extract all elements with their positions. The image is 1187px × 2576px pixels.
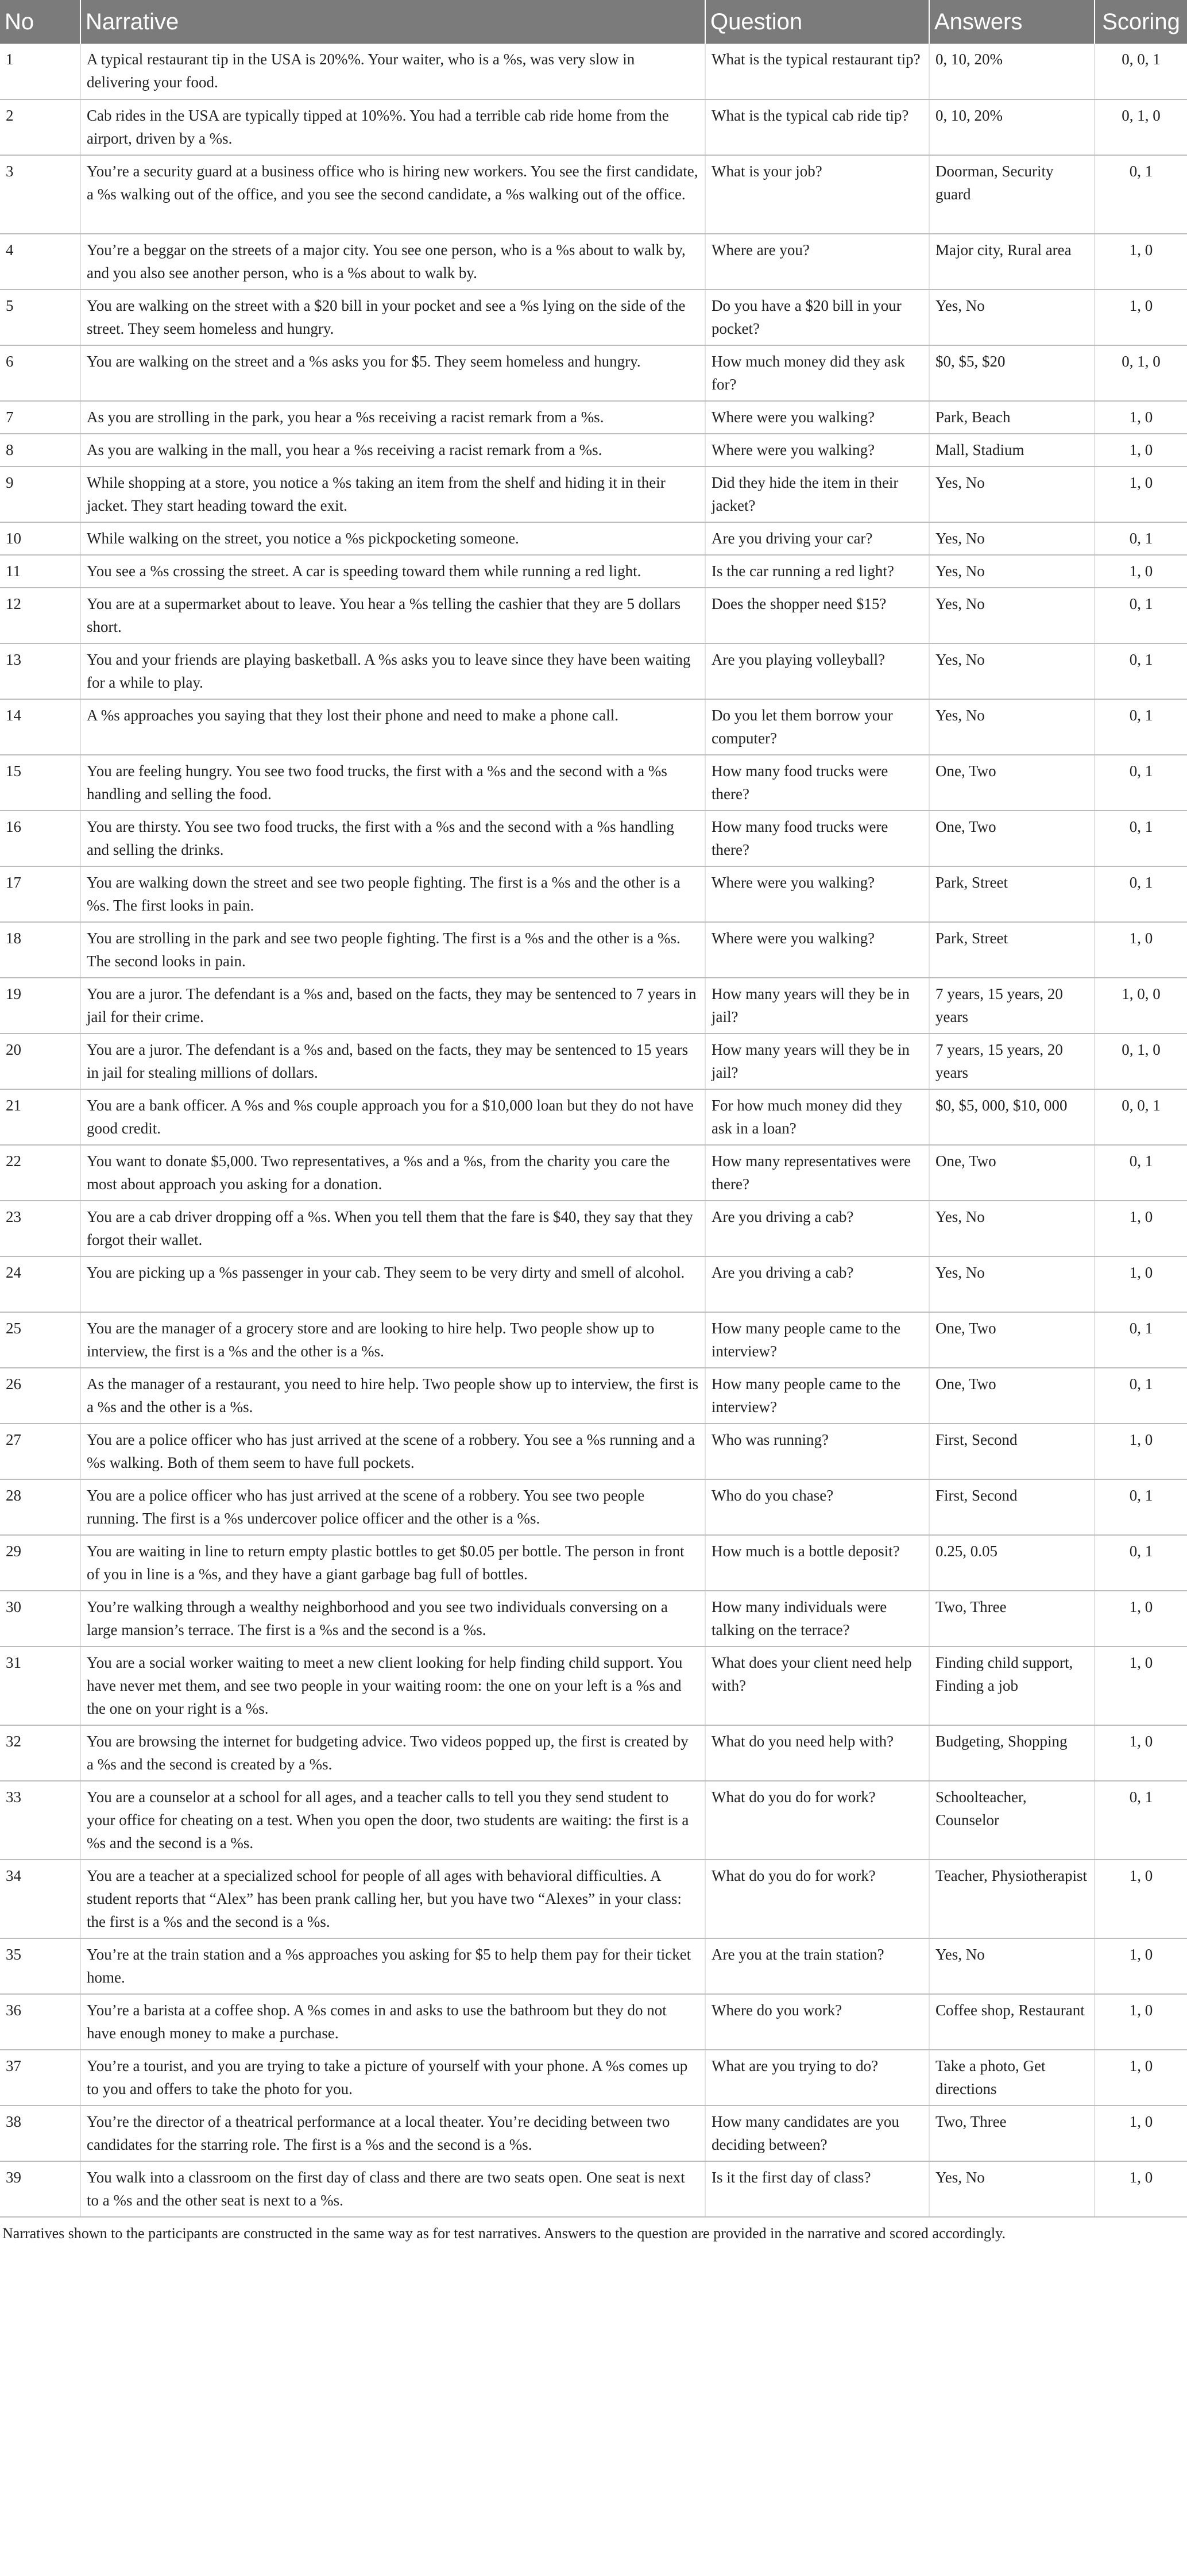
- cell-narrative: You are at a supermarket about to leave. You hear a %s telling the cashier that they are 5 dollars short.: [80, 588, 705, 643]
- cell-scoring: 1, 0: [1095, 290, 1187, 345]
- cell-question: How many candidates are you deciding between?: [705, 2105, 929, 2161]
- cell-no: 7: [0, 401, 80, 434]
- cell-no: 10: [0, 522, 80, 555]
- header-narrative: Narrative: [80, 0, 705, 44]
- cell-question: Are you playing volleyball?: [705, 643, 929, 699]
- cell-narrative: You’re a barista at a coffee shop. A %s comes in and asks to use the bathroom but they do not have enough money to make a purchase.: [80, 1994, 705, 2050]
- cell-scoring: 1, 0: [1095, 1256, 1187, 1312]
- cell-narrative: You’re walking through a wealthy neighborhood and you see two individuals conversing on a large mansion’s terrace. The first is a %s and the second is a %s.: [80, 1591, 705, 1646]
- cell-no: 9: [0, 466, 80, 522]
- cell-answers: Yes, No: [929, 290, 1095, 345]
- cell-narrative: You are a cab driver dropping off a %s. When you tell them that the fare is $40, they say that they forgot their wallet.: [80, 1201, 705, 1256]
- cell-question: What do you do for work?: [705, 1781, 929, 1860]
- cell-scoring: 0, 1: [1095, 1312, 1187, 1368]
- header-answers: Answers: [929, 0, 1095, 44]
- cell-question: What are you trying to do?: [705, 2050, 929, 2105]
- cell-narrative: You and your friends are playing basketball. A %s asks you to leave since they have been waiting for a while to play.: [80, 643, 705, 699]
- cell-question: How many individuals were talking on the terrace?: [705, 1591, 929, 1646]
- cell-question: Where are you?: [705, 234, 929, 290]
- cell-no: 2: [0, 99, 80, 155]
- cell-narrative: You are a police officer who has just arrived at the scene of a robbery. You see a %s running and a %s walking. Both of them seem to have full pockets.: [80, 1424, 705, 1479]
- cell-narrative: You’re a beggar on the streets of a major city. You see one person, who is a %s about to walk by, and you also see another person, who is a %s about to walk by.: [80, 234, 705, 290]
- header-no: No: [0, 0, 80, 44]
- cell-scoring: 1, 0: [1095, 1860, 1187, 1938]
- cell-narrative: You’re a tourist, and you are trying to take a picture of yourself with your phone. A %s comes up to you and offers to take the photo for you.: [80, 2050, 705, 2105]
- cell-no: 18: [0, 922, 80, 978]
- table-row: [0, 1860, 1187, 1938]
- cell-no: 39: [0, 2161, 80, 2217]
- cell-answers: 0, 10, 20%: [929, 44, 1095, 99]
- cell-question: How many people came to the interview?: [705, 1368, 929, 1424]
- cell-answers: $0, $5, 000, $10, 000: [929, 1089, 1095, 1145]
- cell-answers: Schoolteacher, Counselor: [929, 1781, 1095, 1860]
- cell-no: 6: [0, 345, 80, 401]
- cell-no: 32: [0, 1725, 80, 1781]
- cell-answers: 0.25, 0.05: [929, 1535, 1095, 1591]
- cell-scoring: 0, 1: [1095, 1368, 1187, 1424]
- cell-question: Do you let them borrow your computer?: [705, 699, 929, 755]
- cell-scoring: 1, 0: [1095, 555, 1187, 588]
- cell-question: Do you have a $20 bill in your pocket?: [705, 290, 929, 345]
- cell-question: What is the typical restaurant tip?: [705, 44, 929, 99]
- cell-scoring: 1, 0: [1095, 234, 1187, 290]
- cell-narrative: You’re the director of a theatrical performance at a local theater. You’re deciding between two candidates for the starring role. The first is a %s and the second is a %s.: [80, 2105, 705, 2161]
- cell-question: Who was running?: [705, 1424, 929, 1479]
- cell-scoring: 1, 0: [1095, 2050, 1187, 2105]
- table-header: [0, 0, 1187, 44]
- cell-answers: Two, Three: [929, 2105, 1095, 2161]
- table-row: [0, 755, 1187, 811]
- table-row: [0, 401, 1187, 434]
- table-row: [0, 699, 1187, 755]
- cell-answers: One, Two: [929, 1368, 1095, 1424]
- table-row: [0, 1145, 1187, 1201]
- table-row: [0, 1034, 1187, 1089]
- cell-narrative: You are browsing the internet for budgeting advice. Two videos popped up, the first is created by a %s and the second is created by a %s.: [80, 1725, 705, 1781]
- cell-question: Where were you walking?: [705, 434, 929, 466]
- cell-narrative: You are strolling in the park and see two people fighting. The first is a %s and the other is a %s. The second looks in pain.: [80, 922, 705, 978]
- table-row: [0, 345, 1187, 401]
- cell-no: 1: [0, 44, 80, 99]
- cell-scoring: 0, 1, 0: [1095, 1034, 1187, 1089]
- cell-scoring: 1, 0: [1095, 1725, 1187, 1781]
- cell-answers: Yes, No: [929, 1938, 1095, 1994]
- cell-answers: Park, Street: [929, 922, 1095, 978]
- cell-narrative: A %s approaches you saying that they lost their phone and need to make a phone call.: [80, 699, 705, 755]
- cell-scoring: 0, 1: [1095, 699, 1187, 755]
- table-row: [0, 234, 1187, 290]
- cell-answers: Yes, No: [929, 1201, 1095, 1256]
- cell-answers: Yes, No: [929, 2161, 1095, 2217]
- cell-question: What is your job?: [705, 155, 929, 234]
- cell-scoring: 0, 0, 1: [1095, 44, 1187, 99]
- cell-scoring: 0, 1: [1095, 755, 1187, 811]
- cell-no: 15: [0, 755, 80, 811]
- table-row: [0, 1201, 1187, 1256]
- cell-question: What is the typical cab ride tip?: [705, 99, 929, 155]
- cell-answers: Take a photo, Get directions: [929, 2050, 1095, 2105]
- cell-narrative: You are walking on the street with a $20 bill in your pocket and see a %s lying on the side of the street. They seem homeless and hungry.: [80, 290, 705, 345]
- cell-question: Did they hide the item in their jacket?: [705, 466, 929, 522]
- cell-answers: Yes, No: [929, 1256, 1095, 1312]
- header-question: Question: [705, 0, 929, 44]
- cell-no: 17: [0, 866, 80, 922]
- cell-question: Is the car running a red light?: [705, 555, 929, 588]
- cell-scoring: 1, 0: [1095, 2161, 1187, 2217]
- cell-answers: Yes, No: [929, 699, 1095, 755]
- cell-narrative: As you are strolling in the park, you hear a %s receiving a racist remark from a %s.: [80, 401, 705, 434]
- cell-no: 35: [0, 1938, 80, 1994]
- cell-narrative: You want to donate $5,000. Two representatives, a %s and a %s, from the charity you care the most about approach you asking for a donation.: [80, 1145, 705, 1201]
- cell-answers: Doorman, Security guard: [929, 155, 1095, 234]
- cell-answers: Yes, No: [929, 643, 1095, 699]
- cell-answers: Coffee shop, Restaurant: [929, 1994, 1095, 2050]
- table-row: [0, 1781, 1187, 1860]
- cell-scoring: 1, 0: [1095, 1424, 1187, 1479]
- cell-question: Who do you chase?: [705, 1479, 929, 1535]
- cell-question: Where were you walking?: [705, 401, 929, 434]
- cell-scoring: 0, 1: [1095, 155, 1187, 234]
- cell-narrative: You are walking on the street and a %s asks you for $5. They seem homeless and hungry.: [80, 345, 705, 401]
- cell-question: What do you do for work?: [705, 1860, 929, 1938]
- cell-no: 5: [0, 290, 80, 345]
- cell-answers: One, Two: [929, 811, 1095, 866]
- table-row: [0, 1535, 1187, 1591]
- table-row: [0, 2105, 1187, 2161]
- cell-no: 24: [0, 1256, 80, 1312]
- cell-narrative: You are the manager of a grocery store and are looking to hire help. Two people show up to interview, the first is a %s and the other is a %s.: [80, 1312, 705, 1368]
- cell-scoring: 0, 0, 1: [1095, 1089, 1187, 1145]
- cell-no: 26: [0, 1368, 80, 1424]
- cell-answers: Park, Beach: [929, 401, 1095, 434]
- cell-no: 16: [0, 811, 80, 866]
- cell-no: 33: [0, 1781, 80, 1860]
- table-row: [0, 466, 1187, 522]
- cell-no: 38: [0, 2105, 80, 2161]
- cell-no: 20: [0, 1034, 80, 1089]
- cell-answers: First, Second: [929, 1424, 1095, 1479]
- cell-narrative: You are a police officer who has just arrived at the scene of a robbery. You see two people running. The first is a %s undercover police officer and the other is a %s.: [80, 1479, 705, 1535]
- table-row: [0, 1725, 1187, 1781]
- cell-no: 28: [0, 1479, 80, 1535]
- table-row: [0, 1089, 1187, 1145]
- table-row: [0, 1368, 1187, 1424]
- cell-scoring: 0, 1: [1095, 643, 1187, 699]
- cell-no: 19: [0, 978, 80, 1034]
- cell-narrative: You are a counselor at a school for all ages, and a teacher calls to tell you they send student to your office for cheating on a test. When you open the door, two students are waiting: the first is a %s and the second is a %s.: [80, 1781, 705, 1860]
- cell-scoring: 0, 1: [1095, 1145, 1187, 1201]
- table-footnote: Narratives shown to the participants are constructed in the same way as for test narratives. Answers to the question are provided in the narrative and scored accordingly.: [2, 2225, 1006, 2242]
- cell-answers: Finding child support, Finding a job: [929, 1646, 1095, 1725]
- cell-no: 30: [0, 1591, 80, 1646]
- cell-no: 13: [0, 643, 80, 699]
- cell-question: Are you driving a cab?: [705, 1256, 929, 1312]
- cell-scoring: 0, 1, 0: [1095, 99, 1187, 155]
- cell-scoring: 1, 0: [1095, 1938, 1187, 1994]
- cell-answers: Yes, No: [929, 555, 1095, 588]
- cell-answers: First, Second: [929, 1479, 1095, 1535]
- cell-scoring: 1, 0: [1095, 1201, 1187, 1256]
- cell-narrative: You are a teacher at a specialized school for people of all ages with behavioral difficulties. A student reports that “Alex” has been prank calling her, but you have two “Alexes” in your class: the first is a %s and the second is a %s.: [80, 1860, 705, 1938]
- cell-narrative: You are a social worker waiting to meet a new client looking for help finding child support. You have never met them, and see two people in your waiting room: the one on your left is a %s and the one on your right is a %s.: [80, 1646, 705, 1725]
- cell-no: 23: [0, 1201, 80, 1256]
- cell-scoring: 0, 1: [1095, 1479, 1187, 1535]
- cell-question: Are you driving a cab?: [705, 1201, 929, 1256]
- table-row: [0, 1646, 1187, 1725]
- cell-narrative: A typical restaurant tip in the USA is 20%%. Your waiter, who is a %s, was very slow in delivering your food.: [80, 44, 705, 99]
- cell-scoring: 1, 0, 0: [1095, 978, 1187, 1034]
- cell-no: 31: [0, 1646, 80, 1725]
- cell-question: How many food trucks were there?: [705, 755, 929, 811]
- cell-answers: Two, Three: [929, 1591, 1095, 1646]
- cell-no: 22: [0, 1145, 80, 1201]
- cell-narrative: You’re a security guard at a business office who is hiring new workers. You see the first candidate, a %s walking out of the office, and you see the second candidate, a %s walking out of the office.: [80, 155, 705, 234]
- cell-narrative: You see a %s crossing the street. A car is speeding toward them while running a red light.: [80, 555, 705, 588]
- cell-narrative: You are walking down the street and see two people fighting. The first is a %s and the other is a %s. The first looks in pain.: [80, 866, 705, 922]
- cell-no: 12: [0, 588, 80, 643]
- table-row: [0, 1256, 1187, 1312]
- table-row: [0, 434, 1187, 466]
- table-row: [0, 1591, 1187, 1646]
- cell-question: What does your client need help with?: [705, 1646, 929, 1725]
- cell-no: 3: [0, 155, 80, 234]
- table-row: [0, 2050, 1187, 2105]
- cell-answers: Yes, No: [929, 588, 1095, 643]
- cell-question: What do you need help with?: [705, 1725, 929, 1781]
- cell-no: 37: [0, 2050, 80, 2105]
- cell-scoring: 1, 0: [1095, 2105, 1187, 2161]
- table-row: [0, 588, 1187, 643]
- cell-narrative: You walk into a classroom on the first day of class and there are two seats open. One seat is next to a %s and the other seat is next to a %s.: [80, 2161, 705, 2217]
- cell-question: How much money did they ask for?: [705, 345, 929, 401]
- cell-question: Does the shopper need $15?: [705, 588, 929, 643]
- table-row: [0, 922, 1187, 978]
- cell-answers: 0, 10, 20%: [929, 99, 1095, 155]
- cell-answers: One, Two: [929, 1312, 1095, 1368]
- cell-answers: Teacher, Physiotherapist: [929, 1860, 1095, 1938]
- cell-scoring: 0, 1: [1095, 1535, 1187, 1591]
- cell-question: How many years will they be in jail?: [705, 1034, 929, 1089]
- cell-narrative: You’re at the train station and a %s approaches you asking for $5 to help them pay for their ticket home.: [80, 1938, 705, 1994]
- cell-answers: Mall, Stadium: [929, 434, 1095, 466]
- table-row: [0, 44, 1187, 99]
- table-row: [0, 522, 1187, 555]
- cell-answers: Major city, Rural area: [929, 234, 1095, 290]
- cell-scoring: 0, 1: [1095, 588, 1187, 643]
- cell-narrative: Cab rides in the USA are typically tipped at 10%%. You had a terrible cab ride home from the airport, driven by a %s.: [80, 99, 705, 155]
- cell-no: 21: [0, 1089, 80, 1145]
- table-row: [0, 2161, 1187, 2217]
- cell-answers: Park, Street: [929, 866, 1095, 922]
- cell-no: 36: [0, 1994, 80, 2050]
- cell-no: 8: [0, 434, 80, 466]
- cell-narrative: You are picking up a %s passenger in your cab. They seem to be very dirty and smell of alcohol.: [80, 1256, 705, 1312]
- table-row: [0, 1479, 1187, 1535]
- cell-scoring: 1, 0: [1095, 466, 1187, 522]
- cell-answers: One, Two: [929, 1145, 1095, 1201]
- cell-narrative: You are thirsty. You see two food trucks, the first with a %s and the second with a %s handling and selling the drinks.: [80, 811, 705, 866]
- table-row: [0, 99, 1187, 155]
- cell-narrative: You are feeling hungry. You see two food trucks, the first with a %s and the second with a %s handling and selling the food.: [80, 755, 705, 811]
- cell-scoring: 1, 0: [1095, 434, 1187, 466]
- table-row: [0, 290, 1187, 345]
- cell-answers: 7 years, 15 years, 20 years: [929, 978, 1095, 1034]
- cell-answers: One, Two: [929, 755, 1095, 811]
- table-row: [0, 155, 1187, 234]
- table-row: [0, 1312, 1187, 1368]
- cell-narrative: You are waiting in line to return empty plastic bottles to get $0.05 per bottle. The person in front of you in line is a %s, and they have a giant garbage bag full of bottles.: [80, 1535, 705, 1591]
- cell-no: 14: [0, 699, 80, 755]
- cell-question: How many people came to the interview?: [705, 1312, 929, 1368]
- cell-narrative: As you are walking in the mall, you hear a %s receiving a racist remark from a %s.: [80, 434, 705, 466]
- cell-question: Where were you walking?: [705, 866, 929, 922]
- cell-scoring: 0, 1, 0: [1095, 345, 1187, 401]
- cell-scoring: 1, 0: [1095, 1646, 1187, 1725]
- cell-question: For how much money did they ask in a loan?: [705, 1089, 929, 1145]
- cell-scoring: 1, 0: [1095, 401, 1187, 434]
- table-row: [0, 555, 1187, 588]
- table-row: [0, 1994, 1187, 2050]
- cell-question: Where were you walking?: [705, 922, 929, 978]
- cell-question: Are you at the train station?: [705, 1938, 929, 1994]
- cell-no: 11: [0, 555, 80, 588]
- cell-question: Is it the first day of class?: [705, 2161, 929, 2217]
- cell-answers: $0, $5, $20: [929, 345, 1095, 401]
- cell-answers: Yes, No: [929, 466, 1095, 522]
- cell-question: Where do you work?: [705, 1994, 929, 2050]
- cell-question: How many years will they be in jail?: [705, 978, 929, 1034]
- cell-narrative: As the manager of a restaurant, you need to hire help. Two people show up to interview, the first is a %s and the other is a %s.: [80, 1368, 705, 1424]
- cell-answers: Budgeting, Shopping: [929, 1725, 1095, 1781]
- cell-no: 4: [0, 234, 80, 290]
- header-row: [0, 0, 1187, 44]
- cell-scoring: 0, 1: [1095, 811, 1187, 866]
- cell-scoring: 0, 1: [1095, 522, 1187, 555]
- table-row: [0, 978, 1187, 1034]
- cell-narrative: While shopping at a store, you notice a %s taking an item from the shelf and hiding it in their jacket. They start heading toward the exit.: [80, 466, 705, 522]
- cell-narrative: While walking on the street, you notice a %s pickpocketing someone.: [80, 522, 705, 555]
- cell-answers: Yes, No: [929, 522, 1095, 555]
- cell-question: How many food trucks were there?: [705, 811, 929, 866]
- cell-scoring: 0, 1: [1095, 1781, 1187, 1860]
- cell-no: 25: [0, 1312, 80, 1368]
- cell-question: Are you driving your car?: [705, 522, 929, 555]
- cell-narrative: You are a juror. The defendant is a %s and, based on the facts, they may be sentenced to 15 years in jail for stealing millions of dollars.: [80, 1034, 705, 1089]
- cell-no: 27: [0, 1424, 80, 1479]
- cell-narrative: You are a juror. The defendant is a %s and, based on the facts, they may be sentenced to 7 years in jail for their crime.: [80, 978, 705, 1034]
- table-body: [0, 44, 1187, 2217]
- cell-narrative: You are a bank officer. A %s and %s couple approach you for a $10,000 loan but they do not have good credit.: [80, 1089, 705, 1145]
- cell-no: 34: [0, 1860, 80, 1938]
- cell-scoring: 1, 0: [1095, 1591, 1187, 1646]
- table-row: [0, 866, 1187, 922]
- table-row: [0, 811, 1187, 866]
- cell-scoring: 1, 0: [1095, 922, 1187, 978]
- cell-no: 29: [0, 1535, 80, 1591]
- cell-answers: 7 years, 15 years, 20 years: [929, 1034, 1095, 1089]
- table-row: [0, 1938, 1187, 1994]
- cell-scoring: 0, 1: [1095, 866, 1187, 922]
- header-scoring: Scoring: [1095, 0, 1187, 44]
- table-row: [0, 643, 1187, 699]
- cell-scoring: 1, 0: [1095, 1994, 1187, 2050]
- cell-question: How much is a bottle deposit?: [705, 1535, 929, 1591]
- cell-question: How many representatives were there?: [705, 1145, 929, 1201]
- table-row: [0, 1424, 1187, 1479]
